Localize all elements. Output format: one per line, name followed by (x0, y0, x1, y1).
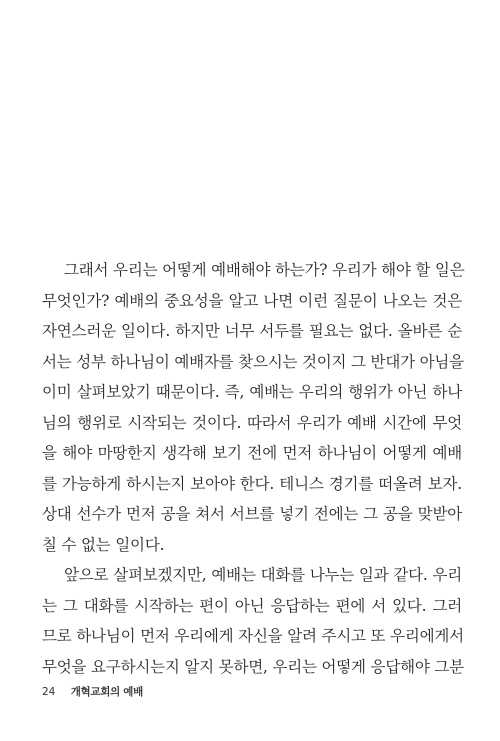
text-line: 서는 성부 하나님이 예배자를 찾으시는 것이지 그 반대가 아님을 (42, 352, 464, 371)
text-line: 는 그 대화를 시작하는 편이 아닌 응답하는 편에 서 있다. 그러 (42, 596, 462, 615)
page-footer (42, 684, 143, 699)
text-line: 므로 하나님이 먼저 우리에게 자신을 알려 주시고 또 우리에게서 (42, 627, 464, 645)
running-title: 개혁교회의 예배 (70, 686, 143, 698)
text-line: 앞으로 살펴보겠지만, 예배는 대화를 나누는 일과 같다. 우리 (64, 566, 462, 584)
page-number: 24 (42, 686, 56, 698)
text-line: 이미 살펴보았기 때문이다. 즉, 예배는 우리의 행위가 아닌 하나 (42, 383, 462, 401)
text-line: 그래서 우리는 어떻게 예배해야 하는가? 우리가 해야 할 일은 (64, 261, 465, 279)
text-line: 칠 수 없는 일이다. (42, 535, 165, 554)
text-line: 를 가능하게 하시는지 보아야 한다. 테니스 경기를 떠올려 보자. (42, 474, 462, 493)
text-line: 무엇을 요구하시는지 알지 못하면, 우리는 어떻게 응답해야 그분 (42, 657, 464, 676)
text-line: 무엇인가? 예배의 중요성을 알고 나면 이런 질문이 나오는 것은 (42, 291, 462, 310)
body-text (42, 255, 465, 682)
text-line: 을 해야 마땅한지 생각해 보기 전에 먼저 하나님이 어떻게 예배 (42, 444, 462, 462)
text-line: 자연스러운 일이다. 하지만 너무 서두를 필요는 없다. 올바른 순 (42, 322, 462, 340)
text-line: 님의 행위로 시작되는 것이다. 따라서 우리가 예배 시간에 무엇 (42, 413, 462, 432)
text-line: 상대 선수가 먼저 공을 쳐서 서브를 넣기 전에는 그 공을 맞받아 (42, 505, 462, 523)
